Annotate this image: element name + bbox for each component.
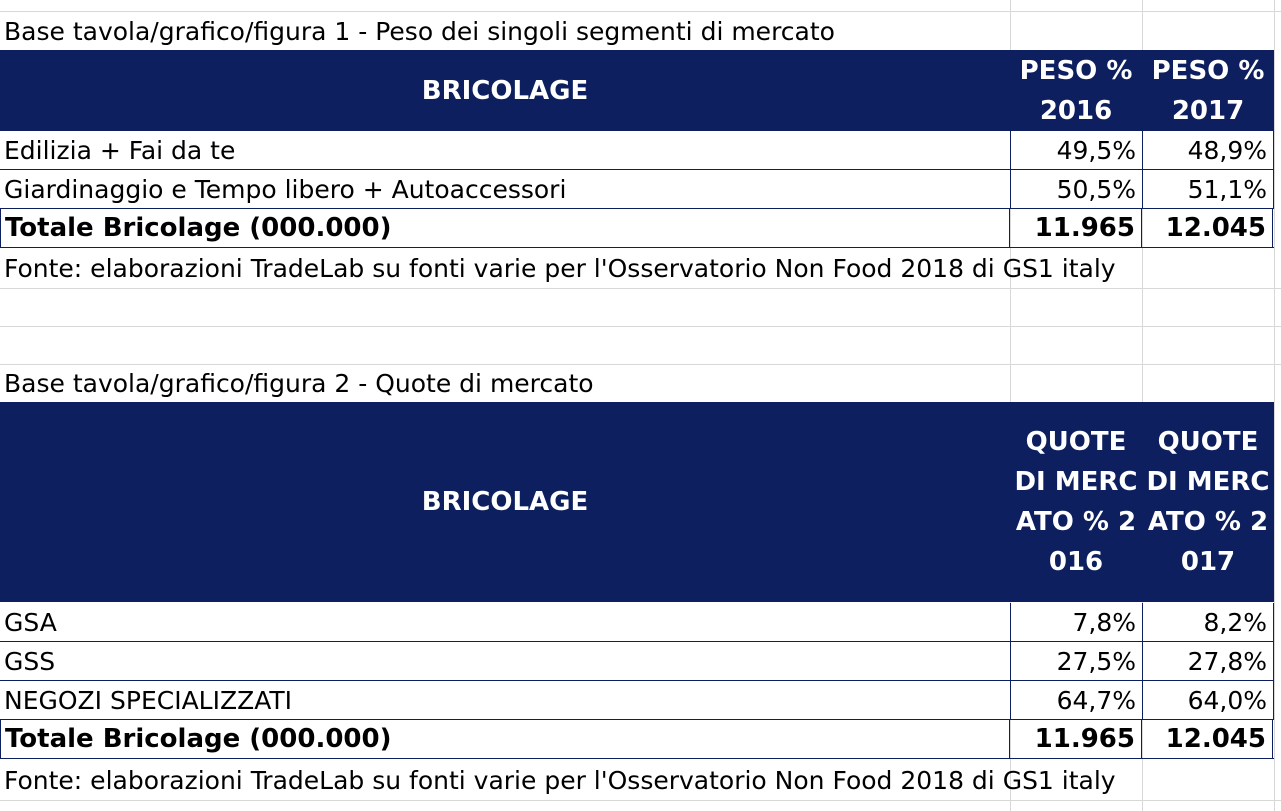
gridline xyxy=(0,326,1281,327)
table-total-row[interactable] xyxy=(0,720,1274,759)
total-label[interactable]: Totale Bricolage (000.000) xyxy=(5,724,392,754)
table1-title[interactable]: Base tavola/grafico/figura 1 - Peso dei singoli segmenti di mercato xyxy=(4,17,835,46)
table-row[interactable] xyxy=(0,603,1274,642)
gridline xyxy=(0,800,1281,801)
gridline xyxy=(0,288,1281,289)
gridline xyxy=(0,11,1281,12)
table2-title[interactable]: Base tavola/grafico/figura 2 - Quote di mercato xyxy=(4,369,594,398)
table-total-row[interactable] xyxy=(0,209,1274,248)
total-value-2017[interactable]: 12.045 xyxy=(1141,209,1273,248)
table-row[interactable] xyxy=(0,681,1274,720)
row-value-2016[interactable]: 49,5% xyxy=(1010,131,1142,170)
table2-header-label[interactable]: BRICOLAGE xyxy=(0,402,1010,602)
row-label[interactable]: GSS xyxy=(4,647,56,676)
row-label[interactable]: GSA xyxy=(4,608,57,637)
row-value-2017[interactable]: 27,8% xyxy=(1142,642,1274,681)
table-row[interactable] xyxy=(0,131,1274,170)
row-value-2016[interactable]: 64,7% xyxy=(1010,681,1142,720)
row-label[interactable]: Edilizia + Fai da te xyxy=(4,136,236,165)
row-value-2016[interactable]: 7,8% xyxy=(1010,603,1142,642)
total-label[interactable]: Totale Bricolage (000.000) xyxy=(5,213,392,243)
row-label[interactable]: NEGOZI SPECIALIZZATI xyxy=(4,686,293,715)
total-value-2016[interactable]: 11.965 xyxy=(1009,720,1141,759)
row-value-2017[interactable]: 64,0% xyxy=(1142,681,1274,720)
gridline xyxy=(1274,0,1275,811)
table2-header-2016[interactable]: QUOTE DI MERCATO % 2016 xyxy=(1010,402,1142,602)
table2-header-2017[interactable]: QUOTE DI MERCATO % 2017 xyxy=(1142,402,1274,602)
row-value-2016[interactable]: 27,5% xyxy=(1010,642,1142,681)
row-value-2017[interactable]: 8,2% xyxy=(1142,603,1274,642)
table-row[interactable] xyxy=(0,170,1274,209)
total-value-2016[interactable]: 11.965 xyxy=(1009,209,1141,248)
table2-source[interactable]: Fonte: elaborazioni TradeLab su fonti varie per l'Osservatorio Non Food 2018 di GS1 italy xyxy=(4,766,1116,795)
table1-header-label[interactable]: BRICOLAGE xyxy=(0,50,1010,131)
row-label[interactable]: Giardinaggio e Tempo libero + Autoaccessori xyxy=(4,175,567,204)
table1-header-2017[interactable]: PESO % 2017 xyxy=(1142,50,1274,131)
table1-header-2016[interactable]: PESO % 2016 xyxy=(1010,50,1142,131)
row-value-2017[interactable]: 51,1% xyxy=(1142,170,1274,209)
row-value-2016[interactable]: 50,5% xyxy=(1010,170,1142,209)
table-row[interactable] xyxy=(0,642,1274,681)
row-value-2017[interactable]: 48,9% xyxy=(1142,131,1274,170)
total-value-2017[interactable]: 12.045 xyxy=(1141,720,1273,759)
table1-source[interactable]: Fonte: elaborazioni TradeLab su fonti varie per l'Osservatorio Non Food 2018 di GS1 italy xyxy=(4,254,1116,283)
